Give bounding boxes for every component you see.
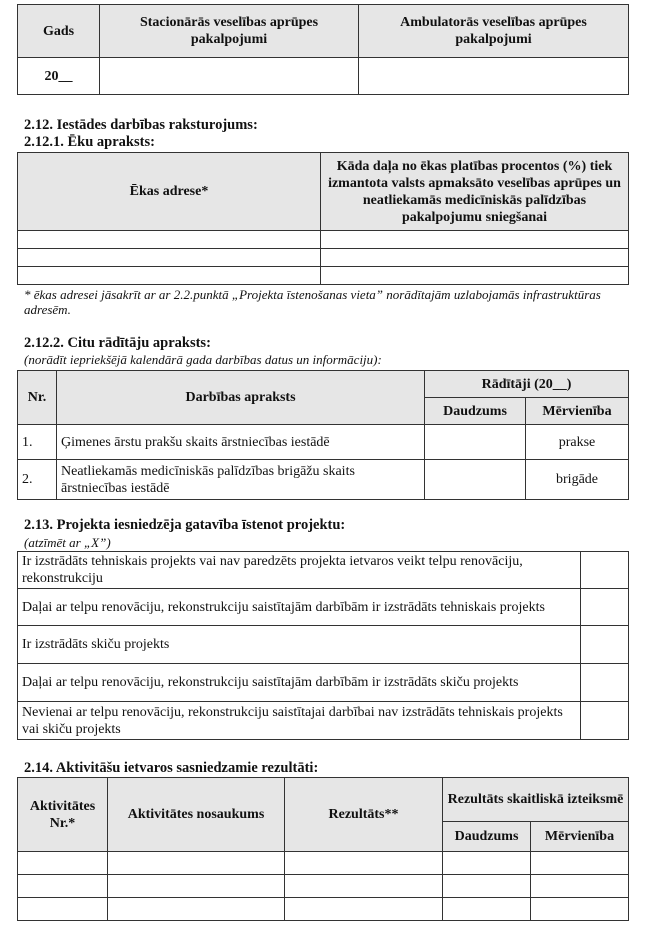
readiness-option: Nevienai ar telpu renovāciju, rekonstrukciju saistītajai darbībai nav izstrādāts tehniskais projekts vai skiču projekts — [18, 702, 581, 740]
building-share-cell[interactable] — [321, 267, 629, 285]
row-quantity-cell[interactable] — [425, 425, 526, 460]
header-result-quantity: Daudzums — [443, 822, 531, 852]
section-2-13-heading: 2.13. Projekta iesniedzēja gatavība īstenot projektu: — [24, 517, 346, 533]
row-description: Ģimenes ārstu prakšu skaits ārstniecības iestādē — [57, 425, 425, 460]
section-2-14-heading: 2.14. Aktivitāšu ietvaros sasniedzamie rezultāti: — [24, 760, 319, 776]
result-cell[interactable] — [443, 898, 531, 921]
header-activity-name: Aktivitātes nosaukums — [108, 778, 285, 852]
result-cell[interactable] — [18, 875, 108, 898]
header-inpatient: Stacionārās veselības aprūpes pakalpojumi — [100, 5, 359, 58]
result-cell[interactable] — [531, 852, 629, 875]
building-table — [17, 152, 629, 285]
header-activity-nr: Aktivitātes Nr.* — [18, 778, 108, 852]
section-2-12-heading: 2.12. Iestādes darbības raksturojums: — [24, 117, 258, 133]
result-cell[interactable] — [531, 898, 629, 921]
header-quantity: Daudzums — [425, 398, 526, 425]
header-nr: Nr. — [18, 371, 57, 425]
outpatient-cell[interactable] — [359, 58, 629, 95]
result-cell[interactable] — [18, 852, 108, 875]
year-cell: 20__ — [18, 58, 100, 95]
row-quantity-cell[interactable] — [425, 460, 526, 500]
row-nr: 2. — [18, 460, 57, 500]
row-description: Neatliekamās medicīniskās palīdzības brigāžu skaits ārstniecības iestādē — [57, 460, 425, 500]
result-cell[interactable] — [108, 875, 285, 898]
header-unit: Mērvienība — [526, 398, 629, 425]
building-address-cell[interactable] — [18, 249, 321, 267]
building-footnote: * ēkas adresei jāsakrīt ar ar 2.2.punktā „Projekta īstenošanas vieta” norādītajām uzlabojamās infrastruktūras adresēm. — [24, 287, 601, 317]
readiness-mark-cell[interactable] — [581, 552, 629, 589]
results-table — [17, 777, 629, 921]
header-building-share: Kāda daļa no ēkas platības procentos (%) tiek izmantota valsts apmaksāto veselības aprūpes un neatliekamās medicīniskās palīdzības pakalpojumu sniegšanai — [321, 153, 629, 231]
result-cell[interactable] — [108, 852, 285, 875]
row-nr: 1. — [18, 425, 57, 460]
result-cell[interactable] — [443, 875, 531, 898]
result-cell[interactable] — [285, 898, 443, 921]
row-unit: prakse — [526, 425, 629, 460]
building-address-cell[interactable] — [18, 267, 321, 285]
readiness-option: Daļai ar telpu renovāciju, rekonstrukciju saistītajām darbībām ir izstrādāts tehniskais projekts — [18, 589, 581, 626]
readiness-mark-cell[interactable] — [581, 664, 629, 702]
header-result-numeric: Rezultāts skaitliskā izteiksmē — [443, 778, 629, 822]
header-activity-description: Darbības apraksts — [57, 371, 425, 425]
indicators-table — [17, 370, 629, 500]
readiness-mark-cell[interactable] — [581, 589, 629, 626]
building-share-cell[interactable] — [321, 231, 629, 249]
result-cell[interactable] — [285, 852, 443, 875]
readiness-option: Ir izstrādāts tehniskais projekts vai nav paredzēts projekta ietvaros veikt telpu renovāciju, rekonstrukciju — [18, 552, 581, 589]
result-cell[interactable] — [531, 875, 629, 898]
section-2-13-note: (atzīmēt ar „X”) — [24, 535, 111, 550]
building-share-cell[interactable] — [321, 249, 629, 267]
section-2-12-1-heading: 2.12.1. Ēku apraksts: — [24, 134, 155, 150]
readiness-table — [17, 551, 629, 740]
section-2-12-2-note: (norādīt iepriekšējā kalendārā gada darbības datus un informāciju): — [24, 352, 382, 367]
header-year: Gads — [18, 5, 100, 58]
readiness-mark-cell[interactable] — [581, 626, 629, 664]
header-building-address: Ēkas adrese* — [18, 153, 321, 231]
result-cell[interactable] — [18, 898, 108, 921]
result-cell[interactable] — [443, 852, 531, 875]
header-result-unit: Mērvienība — [531, 822, 629, 852]
year-services-table — [17, 4, 629, 95]
inpatient-cell[interactable] — [100, 58, 359, 95]
header-result: Rezultāts** — [285, 778, 443, 852]
building-address-cell[interactable] — [18, 231, 321, 249]
readiness-option: Daļai ar telpu renovāciju, rekonstrukciju saistītajām darbībām ir izstrādāts skiču projekts — [18, 664, 581, 702]
readiness-mark-cell[interactable] — [581, 702, 629, 740]
header-indicators: Rādītāji (20__) — [425, 371, 629, 398]
section-2-12-2-heading: 2.12.2. Citu rādītāju apraksts: — [24, 335, 211, 351]
header-outpatient: Ambulatorās veselības aprūpes pakalpojumi — [359, 5, 629, 58]
result-cell[interactable] — [285, 875, 443, 898]
readiness-option: Ir izstrādāts skiču projekts — [18, 626, 581, 664]
result-cell[interactable] — [108, 898, 285, 921]
row-unit: brigāde — [526, 460, 629, 500]
